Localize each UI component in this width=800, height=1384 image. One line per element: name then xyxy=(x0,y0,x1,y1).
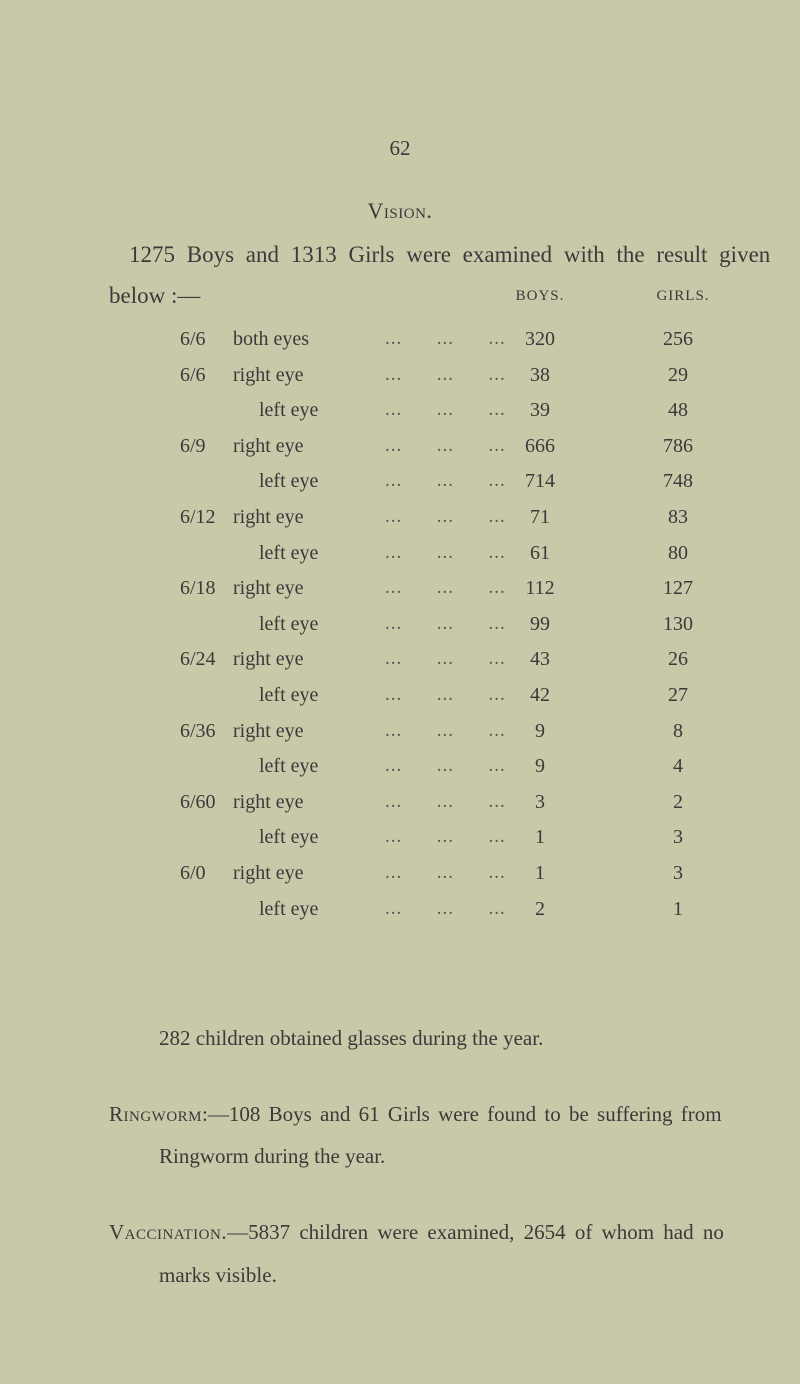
table-row xyxy=(0,648,800,684)
girls-count-cell: 80 xyxy=(668,542,688,564)
eye-cell: right eye xyxy=(233,506,304,528)
ringworm-paragraph-line-1 xyxy=(109,1102,722,1127)
boys-count-cell: 1 xyxy=(535,862,545,884)
leader-dots: ... ... ... xyxy=(385,328,506,349)
column-header-girls: GIRLS. xyxy=(656,288,710,304)
leader-dots: ... ... ... xyxy=(385,720,506,741)
acuity-cell: 6/36 xyxy=(180,720,216,742)
eye-cell: right eye xyxy=(233,364,304,386)
boys-count-cell: 61 xyxy=(530,542,550,564)
girls-count-cell: 2 xyxy=(673,791,683,813)
table-row xyxy=(0,542,800,578)
boys-count-cell: 714 xyxy=(525,470,555,492)
girls-count-cell: 3 xyxy=(673,862,683,884)
boys-count-cell: 9 xyxy=(535,720,545,742)
acuity-cell: 6/6 xyxy=(180,328,206,350)
table-row xyxy=(0,399,800,435)
ringworm-paragraph-line-2: Ringworm during the year. xyxy=(159,1144,386,1168)
girls-count-cell: 48 xyxy=(668,399,688,421)
eye-cell: right eye xyxy=(233,862,304,884)
table-row xyxy=(0,684,800,720)
acuity-cell: 6/24 xyxy=(180,648,216,670)
leader-dots: ... ... ... xyxy=(385,364,506,385)
girls-count-cell: 256 xyxy=(663,328,693,350)
eye-cell: right eye xyxy=(233,577,304,599)
table-row xyxy=(0,791,800,827)
eye-cell: left eye xyxy=(259,542,319,564)
girls-count-cell: 29 xyxy=(668,364,688,386)
table-row xyxy=(0,898,800,934)
vaccination-text: —5837 children were examined, 2654 of whom had no xyxy=(227,1220,724,1244)
table-row xyxy=(0,435,800,471)
eye-cell: left eye xyxy=(259,399,319,421)
column-header-boys: BOYS. xyxy=(515,288,565,304)
leader-dots: ... ... ... xyxy=(385,862,506,883)
acuity-cell: 6/6 xyxy=(180,364,206,386)
boys-count-cell: 3 xyxy=(535,791,545,813)
boys-count-cell: 9 xyxy=(535,755,545,777)
eye-cell: left eye xyxy=(259,470,319,492)
boys-count-cell: 38 xyxy=(530,364,550,386)
boys-count-cell: 43 xyxy=(530,648,550,670)
leader-dots: ... ... ... xyxy=(385,755,506,776)
table-row xyxy=(0,826,800,862)
leader-dots: ... ... ... xyxy=(385,506,506,527)
girls-count-cell: 3 xyxy=(673,826,683,848)
boys-count-cell: 1 xyxy=(535,826,545,848)
acuity-cell: 6/0 xyxy=(180,862,206,884)
acuity-cell: 6/9 xyxy=(180,435,206,457)
girls-count-cell: 1 xyxy=(673,898,683,920)
table-row xyxy=(0,720,800,756)
girls-count-cell: 127 xyxy=(663,577,693,599)
leader-dots: ... ... ... xyxy=(385,684,506,705)
vaccination-paragraph-line-2: marks visible. xyxy=(159,1263,277,1287)
vaccination-heading: Vaccination. xyxy=(109,1220,228,1244)
acuity-cell: 6/12 xyxy=(180,506,216,528)
girls-count-cell: 26 xyxy=(668,648,688,670)
intro-text-line-1: 1275 Boys and 1313 Girls were examined with the result given xyxy=(129,242,771,267)
boys-count-cell: 42 xyxy=(530,684,550,706)
eye-cell: left eye xyxy=(259,684,319,706)
boys-count-cell: 71 xyxy=(530,506,550,528)
girls-count-cell: 130 xyxy=(663,613,693,635)
table-row xyxy=(0,328,800,364)
table-row xyxy=(0,613,800,649)
leader-dots: ... ... ... xyxy=(385,470,506,491)
eye-cell: right eye xyxy=(233,791,304,813)
leader-dots: ... ... ... xyxy=(385,826,506,847)
boys-count-cell: 39 xyxy=(530,399,550,421)
boys-count-cell: 320 xyxy=(525,328,555,350)
eye-cell: right eye xyxy=(233,648,304,670)
eye-cell: right eye xyxy=(233,720,304,742)
table-row xyxy=(0,755,800,791)
boys-count-cell: 666 xyxy=(525,435,555,457)
intro-text-line-2: below :— xyxy=(109,283,201,308)
boys-count-cell: 112 xyxy=(525,577,555,599)
leader-dots: ... ... ... xyxy=(385,435,506,456)
eye-cell: right eye xyxy=(233,435,304,457)
acuity-cell: 6/18 xyxy=(180,577,216,599)
leader-dots: ... ... ... xyxy=(385,577,506,598)
girls-count-cell: 27 xyxy=(668,684,688,706)
table-row xyxy=(0,862,800,898)
leader-dots: ... ... ... xyxy=(385,898,506,919)
table-row xyxy=(0,364,800,400)
table-row xyxy=(0,577,800,613)
glasses-summary: 282 children obtained glasses during the year. xyxy=(159,1026,544,1050)
eye-cell: left eye xyxy=(259,898,319,920)
leader-dots: ... ... ... xyxy=(385,542,506,563)
table-row xyxy=(0,470,800,506)
girls-count-cell: 786 xyxy=(663,435,693,457)
boys-count-cell: 2 xyxy=(535,898,545,920)
table-row xyxy=(0,506,800,542)
leader-dots: ... ... ... xyxy=(385,648,506,669)
girls-count-cell: 748 xyxy=(663,470,693,492)
boys-count-cell: 99 xyxy=(530,613,550,635)
leader-dots: ... ... ... xyxy=(385,791,506,812)
page-number: 62 xyxy=(389,136,411,160)
section-title: Vision. xyxy=(367,198,433,223)
vaccination-paragraph-line-1 xyxy=(109,1220,724,1245)
girls-count-cell: 83 xyxy=(668,506,688,528)
acuity-cell: 6/60 xyxy=(180,791,216,813)
ringworm-heading: Ringworm xyxy=(109,1102,202,1126)
girls-count-cell: 8 xyxy=(673,720,683,742)
eye-cell: left eye xyxy=(259,826,319,848)
leader-dots: ... ... ... xyxy=(385,613,506,634)
girls-count-cell: 4 xyxy=(673,755,683,777)
ringworm-text: :—108 Boys and 61 Girls were found to be suffering from xyxy=(202,1102,722,1126)
eye-cell: left eye xyxy=(259,613,319,635)
eye-cell: left eye xyxy=(259,755,319,777)
eye-cell: both eyes xyxy=(233,328,310,350)
leader-dots: ... ... ... xyxy=(385,399,506,420)
